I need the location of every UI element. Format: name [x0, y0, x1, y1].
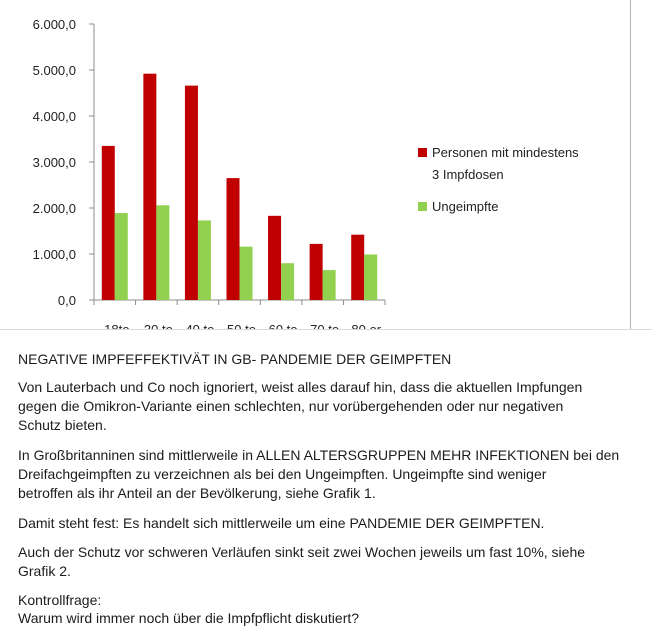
bar-geimpft-2 [185, 86, 198, 300]
paragraph-5-line-2: Warum wird immer noch über die Impfpflicht diskutiert? [18, 610, 360, 626]
bar-geimpft-5 [310, 244, 323, 300]
y-tick-label: 4.000,0 [32, 109, 76, 124]
bar-ungeimpft-3 [240, 247, 253, 300]
paragraph-4-line-1: Auch der Schutz vor schweren Verläufen sinkt seit zwei Wochen jeweils um fast 10%, siehe [18, 544, 586, 560]
y-tick-label: 5.000,0 [32, 63, 76, 78]
legend-label: Personen mit mindestens [432, 145, 579, 160]
post-headline: NEGATIVE IMPFEFFEKTIVÄT IN GB- PANDEMIE DER GEIMPFTEN [18, 351, 452, 367]
bar-ungeimpft-2 [198, 220, 211, 300]
bar-ungeimpft-6 [364, 254, 377, 300]
y-tick-label: 0,0 [57, 293, 76, 308]
legend [418, 145, 579, 214]
paragraph-1-line-1: Von Lauterbach und Co noch ignoriert, weist alles darauf hin, dass die aktuellen Impfungen [18, 379, 583, 395]
bar-geimpft-0 [102, 146, 115, 300]
paragraph-1-line-3: Schutz bieten. [18, 417, 107, 433]
bar-ungeimpft-0 [115, 213, 128, 300]
paragraph-5-line-1: Kontrollfrage: [18, 592, 102, 608]
bar-geimpft-1 [143, 74, 156, 300]
bar-geimpft-4 [268, 216, 281, 300]
legend-swatch [418, 148, 427, 157]
y-tick-label: 6.000,0 [32, 17, 76, 32]
y-axis-ticks [33, 17, 94, 308]
bar-ungeimpft-5 [323, 270, 336, 300]
y-tick-label: 3.000,0 [32, 155, 76, 170]
post-body [0, 329, 652, 628]
paragraph-2-line-2: Dreifachgeimpften zu verzeichnen als bei den Ungeimpften. Ungeimpfte sind weniger [18, 466, 547, 482]
bars [102, 74, 377, 300]
legend-label: 3 Impfdosen [432, 167, 504, 182]
paragraph-4-line-2: Grafik 2. [18, 563, 71, 579]
bar-ungeimpft-1 [156, 205, 169, 300]
paragraph-1-line-2: gegen die Omikron-Variante einen schlechten, nur vorübergehenden oder nur negativen [18, 398, 564, 414]
paragraph-3: Damit steht fest: Es handelt sich mittlerweile um eine PANDEMIE DER GEIMPFTEN. [18, 515, 545, 531]
paragraph-2-line-1: In Großbritanninen sind mittlerweile in ALLEN ALTERSGRUPPEN MEHR INFEKTIONEN bei den [18, 447, 620, 463]
paragraph-2-line-3: betroffen als ihr Anteil an der Bevölkerung, siehe Grafik 1. [18, 485, 376, 501]
y-tick-label: 2.000,0 [32, 201, 76, 216]
bar-geimpft-6 [351, 235, 364, 300]
bar-ungeimpft-4 [281, 263, 294, 300]
legend-label: Ungeimpfte [432, 199, 499, 214]
bar-geimpft-3 [227, 178, 240, 300]
y-tick-label: 1.000,0 [32, 247, 76, 262]
legend-swatch [418, 202, 427, 211]
